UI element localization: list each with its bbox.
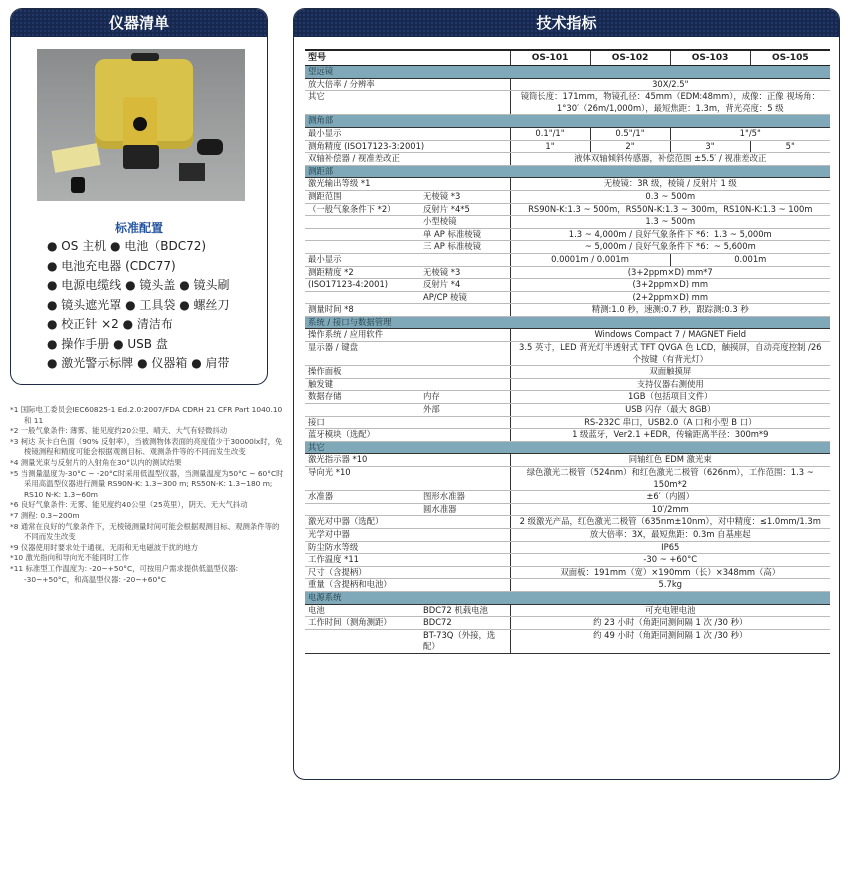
table-row <box>305 629 830 653</box>
table-row <box>305 528 830 541</box>
row-value: 1" <box>510 140 590 153</box>
row-value: 1GB（包括项目文件） <box>510 391 830 404</box>
row-label <box>305 216 420 229</box>
table-row <box>305 554 830 567</box>
header-label: 型号 <box>305 50 510 66</box>
row-value: 0.1"/1" <box>510 127 590 140</box>
instrument-list-panel <box>10 8 268 385</box>
row-value: 2" <box>590 140 670 153</box>
table-row <box>305 617 830 630</box>
footnote: *8 通常在良好的气象条件下，无棱镜测量时间可能会根据观测目标、观测条件等的不同而发生改变 <box>10 521 280 542</box>
section-title: 系统 / 接口与数据管理 <box>305 316 830 329</box>
row-label: 防尘防水等级 <box>305 541 510 554</box>
row-sublabel: 单 AP 标准棱镜 <box>420 228 510 241</box>
row-label: 操作系统 / 应用软件 <box>305 329 510 342</box>
row-value: RS90N-K:1.3 ~ 500m，RS50N-K:1.3 ~ 300m，RS10N-K:1.3 ~ 100m <box>510 203 830 216</box>
row-value: 10′/2mm <box>510 503 830 516</box>
row-label: (ISO17123-4:2001) <box>305 279 420 292</box>
list-item: ● 校正针 ×2 ● 清洁布 <box>47 317 173 331</box>
row-label <box>305 503 420 516</box>
standard-config-list <box>47 237 230 374</box>
section-title: 测角部 <box>305 115 830 128</box>
table-row <box>305 378 830 391</box>
row-value: 双面触摸屏 <box>510 366 830 379</box>
row-value: 无棱镜：3R 级，棱镜 / 反射片 1 级 <box>510 178 830 191</box>
row-label <box>305 291 420 304</box>
row-label: 其它 <box>305 91 510 115</box>
table-row <box>305 342 830 366</box>
row-value: -30 ~ +60°C <box>510 554 830 567</box>
row-sublabel: 圆水准器 <box>420 503 510 516</box>
row-sublabel: 内存 <box>420 391 510 404</box>
table-row <box>305 78 830 91</box>
row-label: 蓝牙模块（选配） <box>305 429 510 442</box>
table-row <box>305 216 830 229</box>
row-value: RS-232C 串口，USB2.0（A 口和小型 B 口） <box>510 416 830 429</box>
section-row <box>305 66 830 79</box>
row-label: 接口 <box>305 416 510 429</box>
row-label: 测距范围 <box>305 190 420 203</box>
table-row <box>305 190 830 203</box>
row-label: 测量时间 *8 <box>305 304 510 317</box>
section-row <box>305 591 830 604</box>
row-label: 激光输出等级 *1 <box>305 178 510 191</box>
table-row <box>305 253 830 266</box>
section-row <box>305 115 830 128</box>
row-value: IP65 <box>510 541 830 554</box>
row-label: 测距精度 *2 <box>305 266 420 279</box>
row-value: (3+2ppm×D) mm*7 <box>510 266 830 279</box>
table-row <box>305 203 830 216</box>
section-row <box>305 165 830 178</box>
footnote: *7 测程: 0.3~200m <box>10 510 80 520</box>
footnote: *11 标准型工作温度为: -20~+50°C，可按用户需求提供低温型仪器: -30~+50°C，和高温型仪器: -20~+60°C <box>10 563 239 584</box>
row-sublabel: BDC72 机载电池 <box>420 604 510 617</box>
model-header: OS-102 <box>590 50 670 66</box>
list-item: ● 电池充电器 (CDC77) <box>47 258 176 273</box>
row-sublabel: AP/CP 棱镜 <box>420 291 510 304</box>
row-label: 导向光 *10 <box>305 467 510 491</box>
table-row <box>305 91 830 115</box>
specs-table <box>305 49 830 654</box>
row-value: 0.3 ~ 500m <box>510 190 830 203</box>
row-label: 尺寸（含提柄） <box>305 566 510 579</box>
row-value: 1.3 ~ 500m <box>510 216 830 229</box>
specs-panel <box>293 8 840 780</box>
standard-config-title: 标准配置 <box>114 221 163 235</box>
row-sublabel: BT-73Q（外接，选配） <box>420 629 510 653</box>
table-row <box>305 541 830 554</box>
table-row <box>305 241 830 254</box>
table-row <box>305 429 830 442</box>
table-row <box>305 291 830 304</box>
row-value: 0.0001m / 0.001m <box>510 253 670 266</box>
table-row <box>305 579 830 592</box>
table-row <box>305 279 830 292</box>
table-row <box>305 391 830 404</box>
row-sublabel: 图形水准器 <box>420 491 510 504</box>
footnote: *6 良好气象条件: 无雾、能见度约40公里（25英里），阴天、无大气抖动 <box>10 500 248 510</box>
row-label: 工作温度 *11 <box>305 554 510 567</box>
section-title: 测距部 <box>305 165 830 178</box>
row-value: 3.5 英寸，LED 背光灯半透射式 TFT QVGA 色 LCD，触摸屏，自动亮度控制 /26 个按键（有背光灯） <box>510 342 830 366</box>
list-item: ● 操作手册 ● USB 盘 <box>47 336 168 351</box>
product-photo <box>37 49 245 201</box>
list-item: ● 镜头遮光罩 ● 工具袋 ● 螺丝刀 <box>47 297 230 312</box>
table-row <box>305 304 830 317</box>
footnote: *5 当测量温度为-30°C ~ -20°C时采用低温型仪器，当测量温度为50°C ~ 60°C时采用高温型仪器进行测量 RS90N-K: 1.3~300 m; RS50N-K: 1.3~180 m; RS10 N-K: 1.3~60m <box>10 468 284 499</box>
row-label: 激光指示器 *10 <box>305 454 510 467</box>
row-value: 5.7kg <box>510 579 830 592</box>
table-row <box>305 416 830 429</box>
specs-title: 技术指标 <box>294 9 839 37</box>
row-label <box>305 404 420 417</box>
row-value: 精测:1.0 秒，速测:0.7 秒，跟踪测:0.3 秒 <box>510 304 830 317</box>
table-row <box>305 266 830 279</box>
table-row <box>305 404 830 417</box>
row-label: 光学对中器 <box>305 528 510 541</box>
row-label: 最小显示 <box>305 253 510 266</box>
row-value: 液体双轴倾斜传感器，补偿范围 ±5.5′ / 视准差改正 <box>510 153 830 166</box>
row-label <box>305 228 420 241</box>
model-header: OS-105 <box>750 50 830 66</box>
row-value: 双面板：191mm（宽）×190mm（长）×348mm（高） <box>510 566 830 579</box>
footnote: *10 激光指向和导向光不能同时工作 <box>10 553 129 563</box>
row-value: (3+2ppm×D) mm <box>510 279 830 292</box>
footnote: *1 国际电工委员会IEC60825-1 Ed.2.0:2007/FDA CDRH 21 CFR Part 1040.10 和 11 <box>10 405 283 425</box>
table-row <box>305 454 830 467</box>
row-label: 放大倍率 / 分辨率 <box>305 78 510 91</box>
row-value: 1 级蓝牙，Ver2.1 +EDR，传输距离半径：300m*9 <box>510 429 830 442</box>
section-title: 电源系统 <box>305 591 830 604</box>
row-label: 水准器 <box>305 491 420 504</box>
row-value: USB 闪存（最大 8GB） <box>510 404 830 417</box>
section-row <box>305 441 830 454</box>
row-label: 双轴补偿器 / 视准差改正 <box>305 153 510 166</box>
table-row <box>305 178 830 191</box>
row-sublabel: 三 AP 标准棱镜 <box>420 241 510 254</box>
row-sublabel: 外部 <box>420 404 510 417</box>
row-value: 0.001m <box>670 253 830 266</box>
list-item: ● OS 主机 ● 电池（BDC72) <box>47 239 207 253</box>
row-value: 镜筒长度：171mm，物镜孔径：45mm（EDM:48mm），成像：正像 视场角：1°30′（26m/1,000m），最短焦距：1.3m，背光亮度：5 级 <box>510 91 830 115</box>
row-sublabel: 无棱镜 *3 <box>420 266 510 279</box>
table-header-row <box>305 50 830 66</box>
table-row <box>305 467 830 491</box>
row-value: 可充电锂电池 <box>510 604 830 617</box>
section-row <box>305 316 830 329</box>
table-row <box>305 228 830 241</box>
row-value: 30X/2.5" <box>510 78 830 91</box>
row-label: 重量（含提柄和电池） <box>305 579 510 592</box>
row-value: 3" <box>670 140 750 153</box>
table-row <box>305 566 830 579</box>
row-label: 最小显示 <box>305 127 510 140</box>
model-header: OS-101 <box>510 50 590 66</box>
section-title: 望远镜 <box>305 66 830 79</box>
row-value: 支持仪器右测使用 <box>510 378 830 391</box>
table-row <box>305 127 830 140</box>
row-value: 绿色激光二极管（524nm）和红色激光二极管（626nm），工作范围：1.3 ~ 150m*2 <box>510 467 830 491</box>
row-label: 电池 <box>305 604 420 617</box>
row-sublabel: BDC72 <box>420 617 510 630</box>
row-label: 触发键 <box>305 378 510 391</box>
row-label: 工作时间（测角测距） <box>305 617 420 630</box>
table-row <box>305 491 830 504</box>
list-item: ● 激光警示标牌 ● 仪器箱 ● 肩带 <box>47 356 230 370</box>
row-label: 显示器 / 键盘 <box>305 342 510 366</box>
footnote: *3 柯达 灰卡白色面（90% 反射率），当被测物体表面的亮度值少于30000lx时，免棱镜测程和精度可能会根据观测目标、观测条件等的不同而发生改变 <box>10 436 283 457</box>
row-value: Windows Compact 7 / MAGNET Field <box>510 329 830 342</box>
row-value: 约 23 小时（角距同测间隔 1 次 /30 秒） <box>510 617 830 630</box>
row-sublabel: 反射片 *4*5 <box>420 203 510 216</box>
row-sublabel: 反射片 *4 <box>420 279 510 292</box>
row-label: （一般气象条件下 *2） <box>305 203 420 216</box>
row-value: 同轴红色 EDM 激光束 <box>510 454 830 467</box>
footnote: *4 测量光束与反射片的入射角在30°以内的测试结果 <box>10 457 182 467</box>
row-label <box>305 241 420 254</box>
table-row <box>305 503 830 516</box>
table-row <box>305 604 830 617</box>
footnote: *2 一般气象条件: 薄雾、能见度约20公里、晴天、大气有轻微抖动 <box>10 426 228 436</box>
table-row <box>305 516 830 529</box>
row-value: ±6′（内圆） <box>510 491 830 504</box>
table-row <box>305 366 830 379</box>
footnote: *9 仪器使用时要求处于通视、无雨和无电磁波干扰的地方 <box>10 542 199 552</box>
row-value: 约 49 小时（角距同测间隔 1 次 /30 秒） <box>510 629 830 653</box>
row-label: 测角精度 (ISO17123-3:2001) <box>305 140 510 153</box>
row-value: 1"/5" <box>670 127 830 140</box>
table-row <box>305 140 830 153</box>
row-sublabel: 小型棱镜 <box>420 216 510 229</box>
row-value: 0.5"/1" <box>590 127 670 140</box>
row-value: 放大倍率：3X，最短焦距：0.3m 自基座起 <box>510 528 830 541</box>
row-value: 2 级激光产品，红色激光二极管（635nm±10nm），对中精度：≤1.0mm/1.3m <box>510 516 830 529</box>
row-label: 数据存储 <box>305 391 420 404</box>
model-header: OS-103 <box>670 50 750 66</box>
row-label: 操作面板 <box>305 366 510 379</box>
footnotes <box>10 405 285 585</box>
section-title: 其它 <box>305 441 830 454</box>
row-sublabel: 无棱镜 *3 <box>420 190 510 203</box>
instrument-list-title: 仪器清单 <box>11 9 267 37</box>
row-value: ~ 5,000m / 良好气象条件下 *6：~ 5,600m <box>510 241 830 254</box>
row-label <box>305 629 420 653</box>
row-value: 1.3 ~ 4,000m / 良好气象条件下 *6：1.3 ~ 5,000m <box>510 228 830 241</box>
list-item: ● 电源电缆线 ● 镜头盖 ● 镜头刷 <box>47 278 230 292</box>
table-row <box>305 329 830 342</box>
row-value: (2+2ppm×D) mm <box>510 291 830 304</box>
row-value: 5" <box>750 140 830 153</box>
row-label: 激光对中器（选配） <box>305 516 510 529</box>
table-row <box>305 153 830 166</box>
